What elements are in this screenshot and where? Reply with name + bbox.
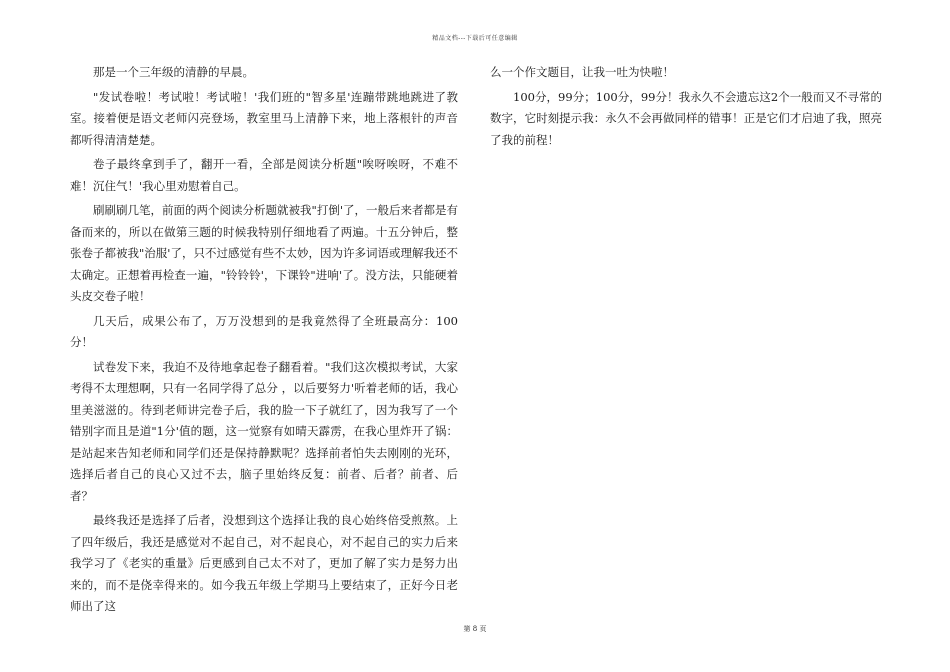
paragraph: 卷子最终拿到手了，翻开一看，全部是阅读分析题"唉呀唉呀，不难不难！沉住气！'我心里劝慰着自己。 xyxy=(70,157,458,193)
page-number: 第 8 页 xyxy=(463,625,487,633)
paragraph-continuation: 么一个作文题目，让我一吐为快啦！ xyxy=(490,65,674,79)
left-column xyxy=(70,62,458,621)
paragraph: 100分，99分；100分，99分！我永久不会遗忘这2个一般而又不寻常的数字，它时刻提示我：永久不会再做同样的错事！正是它们才启迪了我，照亮了我的前程！ xyxy=(490,89,882,147)
paragraph: "发试卷啦！考试啦！考试啦！'我们班的"智多星'连蹦带跳地跳进了教室。接着便是语文老师闪亮登场，教室里马上清静下来，地上落根针的声音都听得清清楚楚。 xyxy=(70,89,458,147)
paragraph: 试卷发下来，我迫不及待地拿起卷子翻看着。"我们这次模拟考试，大家考得不太理想啊，只有一名同学得了总分 ，以后要努力'听着老师的话，我心里美滋滋的。待到老师讲完卷子后，我的脸一下子就红了，因为我写了一个错别字而且是道"1分'值的题，这一觉察有如晴天霹雳，在我心里炸开了锅：是站起来告知老师和同学们还是保持静默呢？选择前者怕失去刚刚的光环，选择后者自己的良心又过不去，脑子里始终反复：前者、后者？前者、后者？ xyxy=(70,359,458,503)
paragraph: 几天后，成果公布了，万万没想到的是我竟然得了全班最高分：100分！ xyxy=(70,313,458,349)
paragraph: 最终我还是选择了后者，没想到这个选择让我的良心始终倍受煎熬。上了四年级后，我还是感觉对不起自己，对不起良心，对不起自己的实力后来我学习了《老实的重量》后更感到自己太不对了，更加了解了实力是努力出来的，而不是侥幸得来的。如今我五年级上学期马上要结束了，正好今日老师出了这 xyxy=(70,513,458,613)
right-column xyxy=(490,62,882,154)
page-header: 精品文档---下载后可任意编辑 xyxy=(432,35,518,42)
paragraph: 那是一个三年级的清静的早晨。 xyxy=(93,65,254,79)
paragraph: 刷刷刷几笔，前面的两个阅读分析题就被我"打倒'了，一般后来者都是有备而来的，所以在做第三题的时候我特别仔细地看了两遍。十五分钟后，整张卷子都被我"治服'了，只不过感觉有些不太妙，因为许多词语或理解我还不太确定。正想着再检查一遍，"铃铃铃'，下课铃"进响'了。没方法，只能硬着头皮交卷子啦！ xyxy=(70,203,458,303)
